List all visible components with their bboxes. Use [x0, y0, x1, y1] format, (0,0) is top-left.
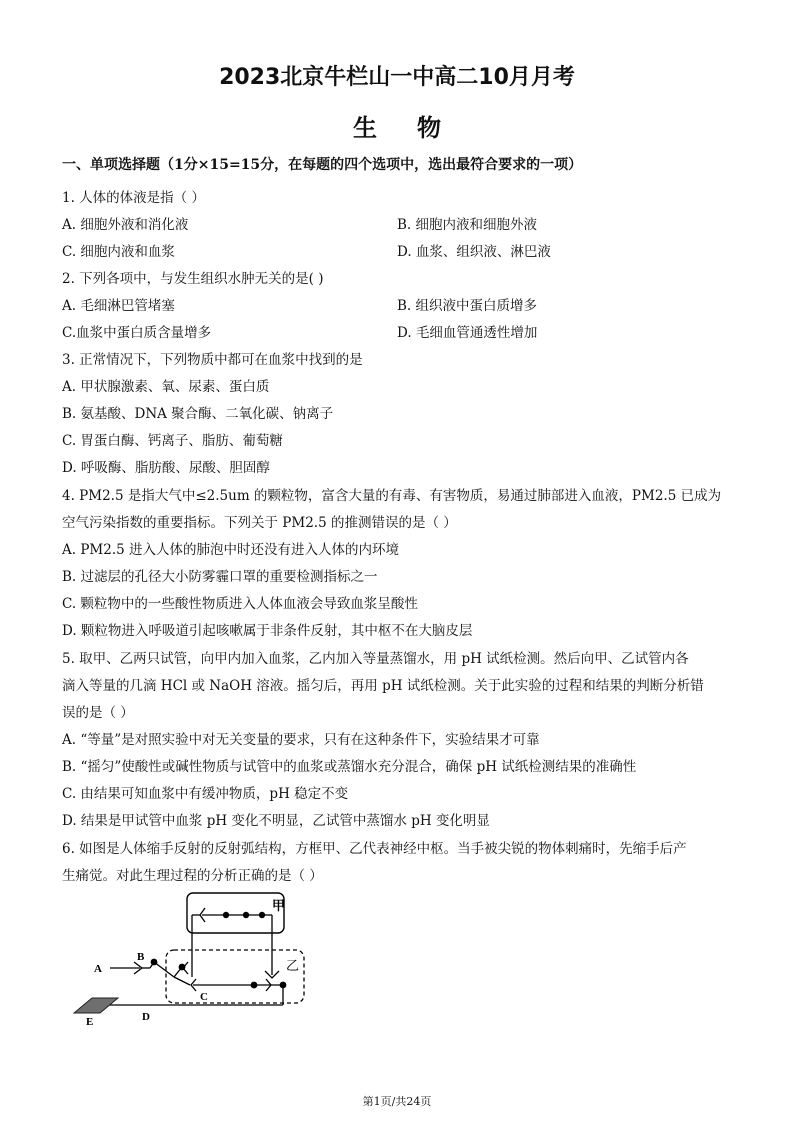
question-4-stem-line-2: 空气污染指数的重要指标。下列关于 PM2.5 的推测错误的是（ ）	[62, 515, 457, 531]
label-b: B	[137, 951, 145, 963]
question-5-option-d: D. 结果是甲试管中血浆 pH 变化不明显，乙试管中蒸馏水 pH 变化明显	[62, 813, 490, 829]
page-title: 2023北京牛栏山一中高二10月月考	[219, 65, 575, 90]
question-3-option-d: D. 呼吸酶、脂肪酸、尿酸、胆固醇	[62, 460, 270, 476]
question-6-stem-line-1: 6. 如图是人体缩手反射的反射弧结构，方框甲、乙代表神经中枢。当手被尖锐的物体刺痛时，先缩手后产	[62, 841, 687, 857]
label-d: D	[142, 1011, 150, 1023]
question-3-option-a: A. 甲状腺激素、氧、尿素、蛋白质	[62, 379, 270, 395]
question-3-option-b: B. 氨基酸、DNA 聚合酶、二氧化碳、钠离子	[62, 406, 334, 422]
question-5-option-a: A. “等量”是对照实验中对无关变量的要求，只有在这种条件下，实验结果才可靠	[62, 732, 540, 748]
question-1-option-c: C. 细胞内液和血浆	[62, 244, 175, 260]
subject-heading: 生物	[353, 114, 481, 142]
question-4-option-b: B. 过滤层的孔径大小防雾霾口罩的重要检测指标之一	[62, 569, 378, 585]
question-1-option-d: D. 血浆、组织液、淋巴液	[397, 244, 551, 260]
question-4-stem-line-1: 4. PM2.5 是指大气中≤2.5um 的颗粒物，富含大量的有毒、有害物质，易通过肺部进入血液，PM2.5 已成为	[62, 488, 722, 504]
question-3-stem: 3. 正常情况下，下列物质中都可在血浆中找到的是	[62, 352, 363, 368]
question-1-stem: 1. 人体的体液是指（ ）	[62, 190, 205, 206]
reflex-arc-diagram	[0, 880, 794, 1030]
question-1-option-b: B. 细胞内液和细胞外液	[397, 217, 538, 233]
page-footer: 第1页/共24页	[362, 1095, 432, 1108]
question-4-option-a: A. PM2.5 进入人体的肺泡中时还没有进入人体的内环境	[62, 542, 399, 558]
section-heading: 一、单项选择题（1分×15=15分，在每题的四个选项中，选出最符合要求的一项）	[62, 157, 583, 173]
label-jia: 甲	[272, 898, 286, 913]
question-2-option-c: C.血浆中蛋白质含量增多	[62, 325, 212, 341]
label-yi: 乙	[286, 958, 300, 973]
question-1-option-a: A. 细胞外液和消化液	[62, 217, 189, 233]
question-6-stem-line-2: 生痛觉。对此生理过程的分析正确的是（ ）	[62, 868, 323, 884]
label-a: A	[94, 963, 102, 975]
label-c: C	[200, 991, 208, 1003]
question-4-option-d: D. 颗粒物进入呼吸道引起咳嗽属于非条件反射，其中枢不在大脑皮层	[62, 623, 473, 639]
label-e: E	[86, 1016, 94, 1028]
question-5-stem-line-2: 滴入等量的几滴 HCl 或 NaOH 溶液。摇匀后，再用 pH 试纸检测。关于此实验的过程和结果的判断分析错	[62, 678, 704, 694]
question-5-option-b: B. “摇匀”使酸性或碱性物质与试管中的血浆或蒸馏水充分混合，确保 pH 试纸检测结果的准确性	[62, 759, 637, 775]
question-5-stem-line-1: 5. 取甲、乙两只试管，向甲内加入血浆，乙内加入等量蒸馏水，用 pH 试纸检测。然后向甲、乙试管内各	[62, 651, 689, 667]
question-5-option-c: C. 由结果可知血浆中有缓冲物质，pH 稳定不变	[62, 786, 349, 802]
question-2-option-a: A. 毛细淋巴管堵塞	[62, 298, 175, 314]
question-2-option-b: B. 组织液中蛋白质增多	[397, 298, 538, 314]
question-3-option-c: C. 胃蛋白酶、钙离子、脂肪、葡萄糖	[62, 433, 283, 449]
question-5-stem-line-3: 误的是（ ）	[62, 705, 134, 721]
question-2-stem: 2. 下列各项中，与发生组织水肿无关的是( )	[62, 271, 324, 287]
question-2-option-d: D. 毛细血管通透性增加	[397, 325, 538, 341]
question-4-option-c: C. 颗粒物中的一些酸性物质进入人体血液会导致血浆呈酸性	[62, 596, 418, 612]
